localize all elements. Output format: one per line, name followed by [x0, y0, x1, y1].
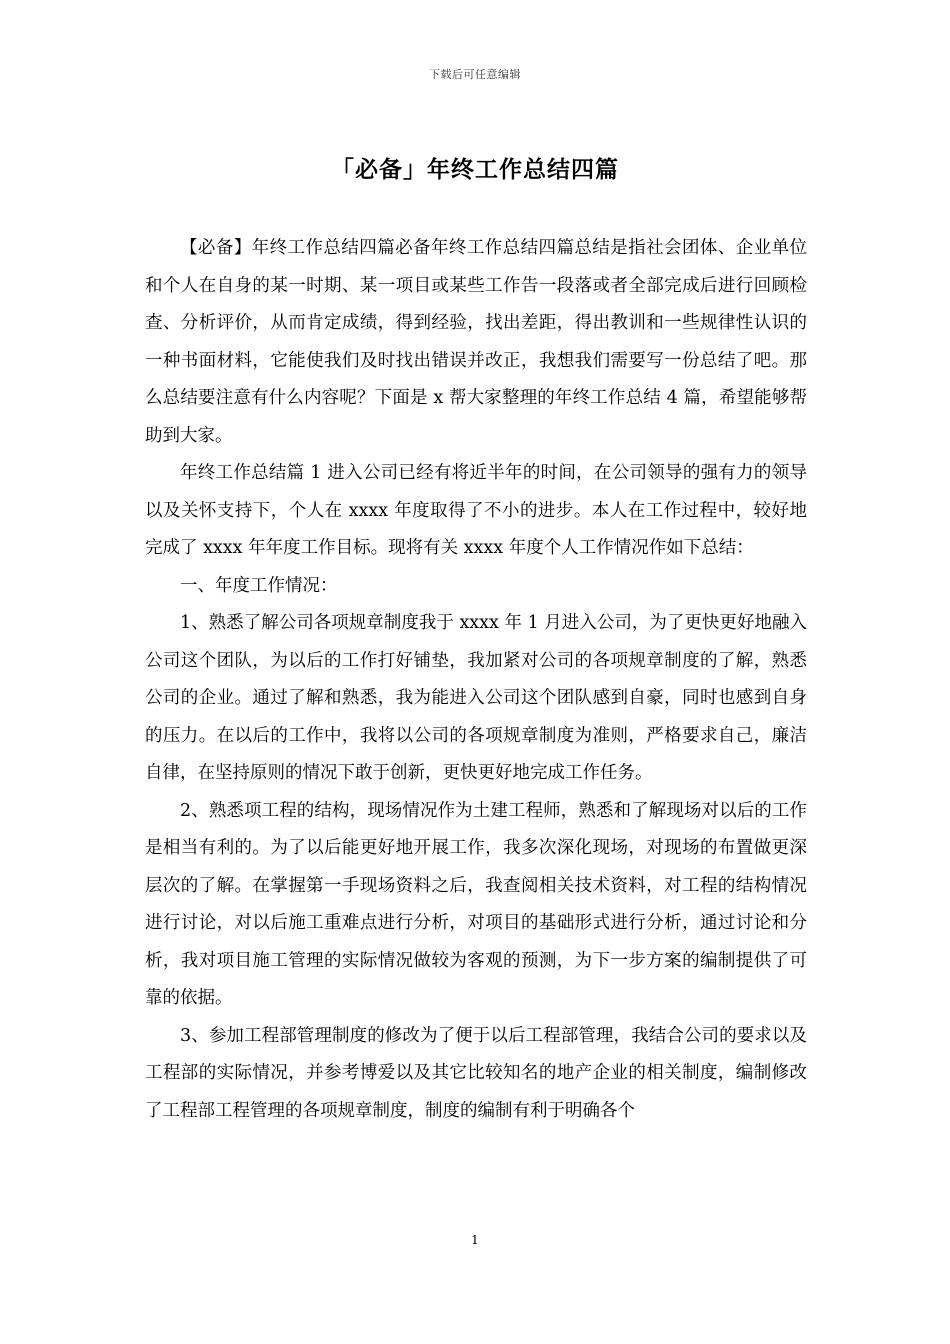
header-note: 下载后可任意编辑 [429, 68, 521, 81]
item-2-paragraph: 2、熟悉项工程的结构，现场情况作为土建工程师，熟悉和了解现场对以后的工作是相当有利的。为了以后能更好地开展工作，我多次深化现场，对现场的布置做更深层次的了解。在掌握第一手现场资料之后，我查阅相关技术资料，对工程的结构情况进行讨论，对以后施工重难点进行分析，对项目的基础形式进行分析，通过讨论和分析，我对项目施工管理的实际情况做较为客观的预测，为下一步方案的编制提供了可靠的依据。 [145, 800, 807, 1008]
item-1-paragraph: 1、熟悉了解公司各项规章制度我于 xxxx 年 1 月进入公司，为了更快更好地融入公司这个团队，为以后的工作打好铺垫，我加紧对公司的各项规章制度的了解，熟悉公司的企业。通过了解和熟悉，我为能进入公司这个团队感到自豪，同时也感到自身的压力。在以后的工作中，我将以公司的各项规章制度为准则，严格要求自己，廉洁自律，在坚持原则的情况下敢于创新，更快更好地完成工作任务。 [145, 613, 807, 783]
summary-1-paragraph: 年终工作总结篇 1 进入公司已经有将近半年的时间，在公司领导的强有力的领导以及关怀支持下，个人在 xxxx 年度取得了不小的进步。本人在工作过程中，较好地完成了 xxxx 年年度工作目标。现将有关 xxxx 年度个人工作情况作如下总结： [145, 463, 807, 558]
page-number: 1 [471, 1233, 479, 1247]
section-heading: 一、年度工作情况： [180, 575, 338, 596]
item-3-paragraph: 3、参加工程部管理制度的修改为了便于以后工程部管理，我结合公司的要求以及工程部的实际情况，并参考博爱以及其它比较知名的地产企业的相关制度，编制修改了工程部工程管理的各项规章制度，制度的编制有利于明确各个 [145, 1025, 807, 1121]
intro-paragraph: 【必备】年终工作总结四篇必备年终工作总结四篇总结是指社会团体、企业单位和个人在自身的某一时期、某一项目或某些工作告一段落或者全部完成后进行回顾检查、分析评价，从而肯定成绩，得到经验，找出差距，得出教训和一些规律性认识的一种书面材料，它能使我们及时找出错误并改正，我想我们需要写一份总结了吧。那么总结要注意有什么内容呢？下面是 x 帮大家整理的年终工作总结 4 篇，希望能够帮助到大家。 [145, 238, 807, 446]
document-body [145, 230, 807, 1130]
document-title: 「必备」年终工作总结四篇 [331, 156, 619, 183]
